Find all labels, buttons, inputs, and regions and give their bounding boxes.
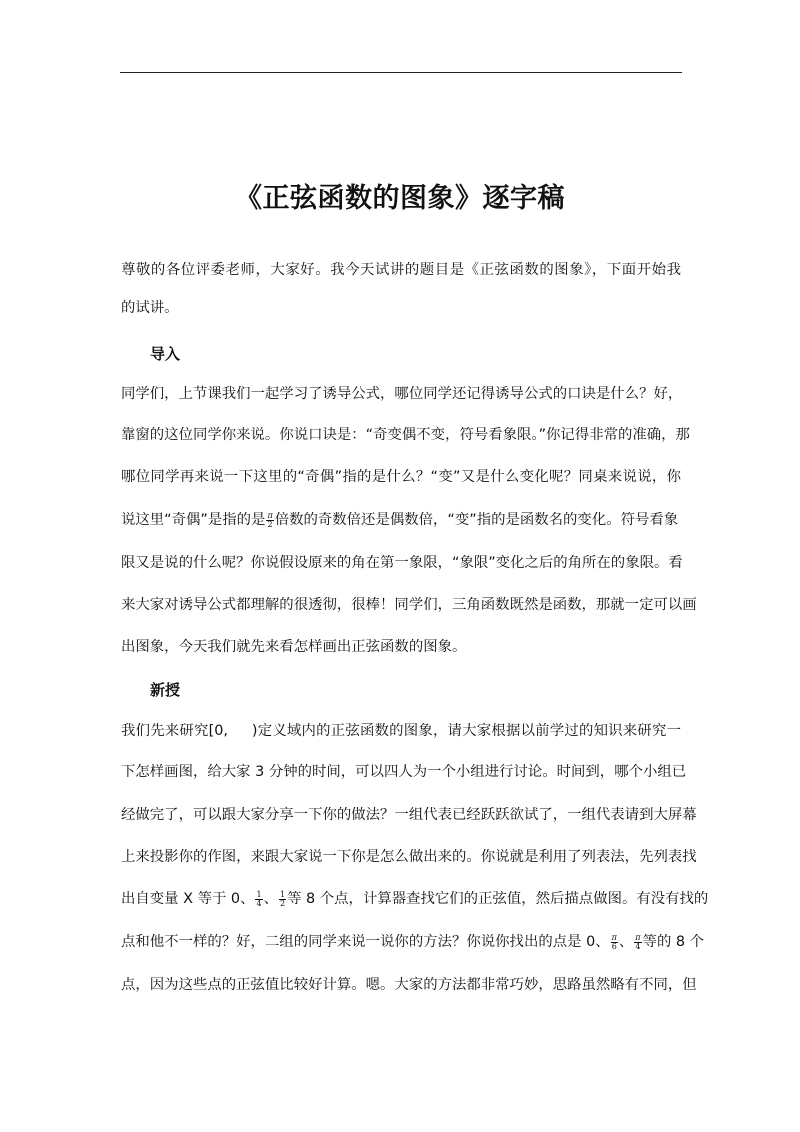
para3-line5-a: 出自变量 X 等于 0、 <box>121 891 255 907</box>
heading-intro: 导入 <box>150 345 181 363</box>
para2-line7: 出图象，今天我们就先来看怎样画出正弦函数的图象。 <box>121 639 467 655</box>
para2-line6: 来大家对诱导公式都理解的很透彻，很棒！同学们，三角函数既然是函数，那就一定可以画 <box>121 597 697 613</box>
heading-new: 新授 <box>150 681 181 699</box>
para1-line1: 尊敬的各位评委老师，大家好。我今天试讲的题目是《正弦函数的图象》，下面开始我 <box>121 262 681 278</box>
para3-line6-a: 点和他不一样的？好，二组的同学来说一说你的方法？你说你找出的点是 0、 <box>121 934 610 950</box>
fraction-pi-over-6: $\frac{\pi}{6}$ <box>611 932 617 951</box>
para3-line4: 上来投影你的作图，来跟大家说一下你是怎么做出来的。你说就是利用了列表法，先列表找 <box>121 849 697 865</box>
para2-line1: 同学们，上节课我们一起学习了诱导公式，哪位同学还记得诱导公式的口诀是什么？好， <box>121 386 683 402</box>
para2-line2: 靠窗的这位同学你来说。你说口诀是：“奇变偶不变，符号看象限。”你记得非常的准确，那 <box>121 427 690 443</box>
para3-line1: 我们先来研究[0, )定义域内的正弦函数的图象，请大家根据以前学过的知识来研究一 <box>121 723 681 739</box>
fraction-pi-over-4: $\frac{\pi}{4}$ <box>635 932 641 951</box>
para2-line4 <box>121 510 681 530</box>
para3-line5-b: 、 <box>263 891 278 907</box>
para3-line6-b: 、 <box>618 934 634 950</box>
fraction-1-over-2: $\frac{1}{2}$ <box>279 889 286 908</box>
para1-line2: 的试讲。 <box>121 300 179 316</box>
para3-line6 <box>121 932 705 952</box>
fraction-pi-over-2: $\frac{\pi}{2}$ <box>267 510 273 529</box>
para3-line3: 经做完了，可以跟大家分享一下你的做法？一组代表已经跃跃欲试了，一组代表请到大屏幕 <box>121 807 697 823</box>
para2-line4-b: 倍数的奇数倍还是偶数倍，“变”指的是函数名的变化。符号看象 <box>274 512 679 528</box>
para3-line2: 下怎样画图，给大家 3 分钟的时间，可以四人为一个小组进行讨论。时间到，哪个小组已 <box>121 764 687 780</box>
para3-line5 <box>121 889 709 909</box>
document-title: 《正弦函数的图象》逐字稿 <box>235 183 565 214</box>
header-rule <box>120 72 682 73</box>
fraction-1-over-4: $\frac{1}{4}$ <box>256 889 262 908</box>
para3-line6-c: 等的 8 个 <box>642 934 705 950</box>
para2-line3: 哪位同学再来说一下这里的“奇偶”指的是什么？“变”又是什么变化呢？同桌来说说，你 <box>121 469 681 485</box>
para2-line5: 限又是说的什么呢？你说假设原来的角在第一象限，“象限”变化之后的角所在的象限。看 <box>121 555 683 571</box>
para2-line4-a: 说这里“奇偶”是指的是 <box>121 512 266 528</box>
para3-line5-c: 等 8 个点，计算器查找它们的正弦值，然后描点做图。有没有找的 <box>287 891 709 907</box>
para3-line7: 点，因为这些点的正弦值比较好计算。嗯。大家的方法都非常巧妙，思路虽然略有不同，但 <box>121 977 697 993</box>
